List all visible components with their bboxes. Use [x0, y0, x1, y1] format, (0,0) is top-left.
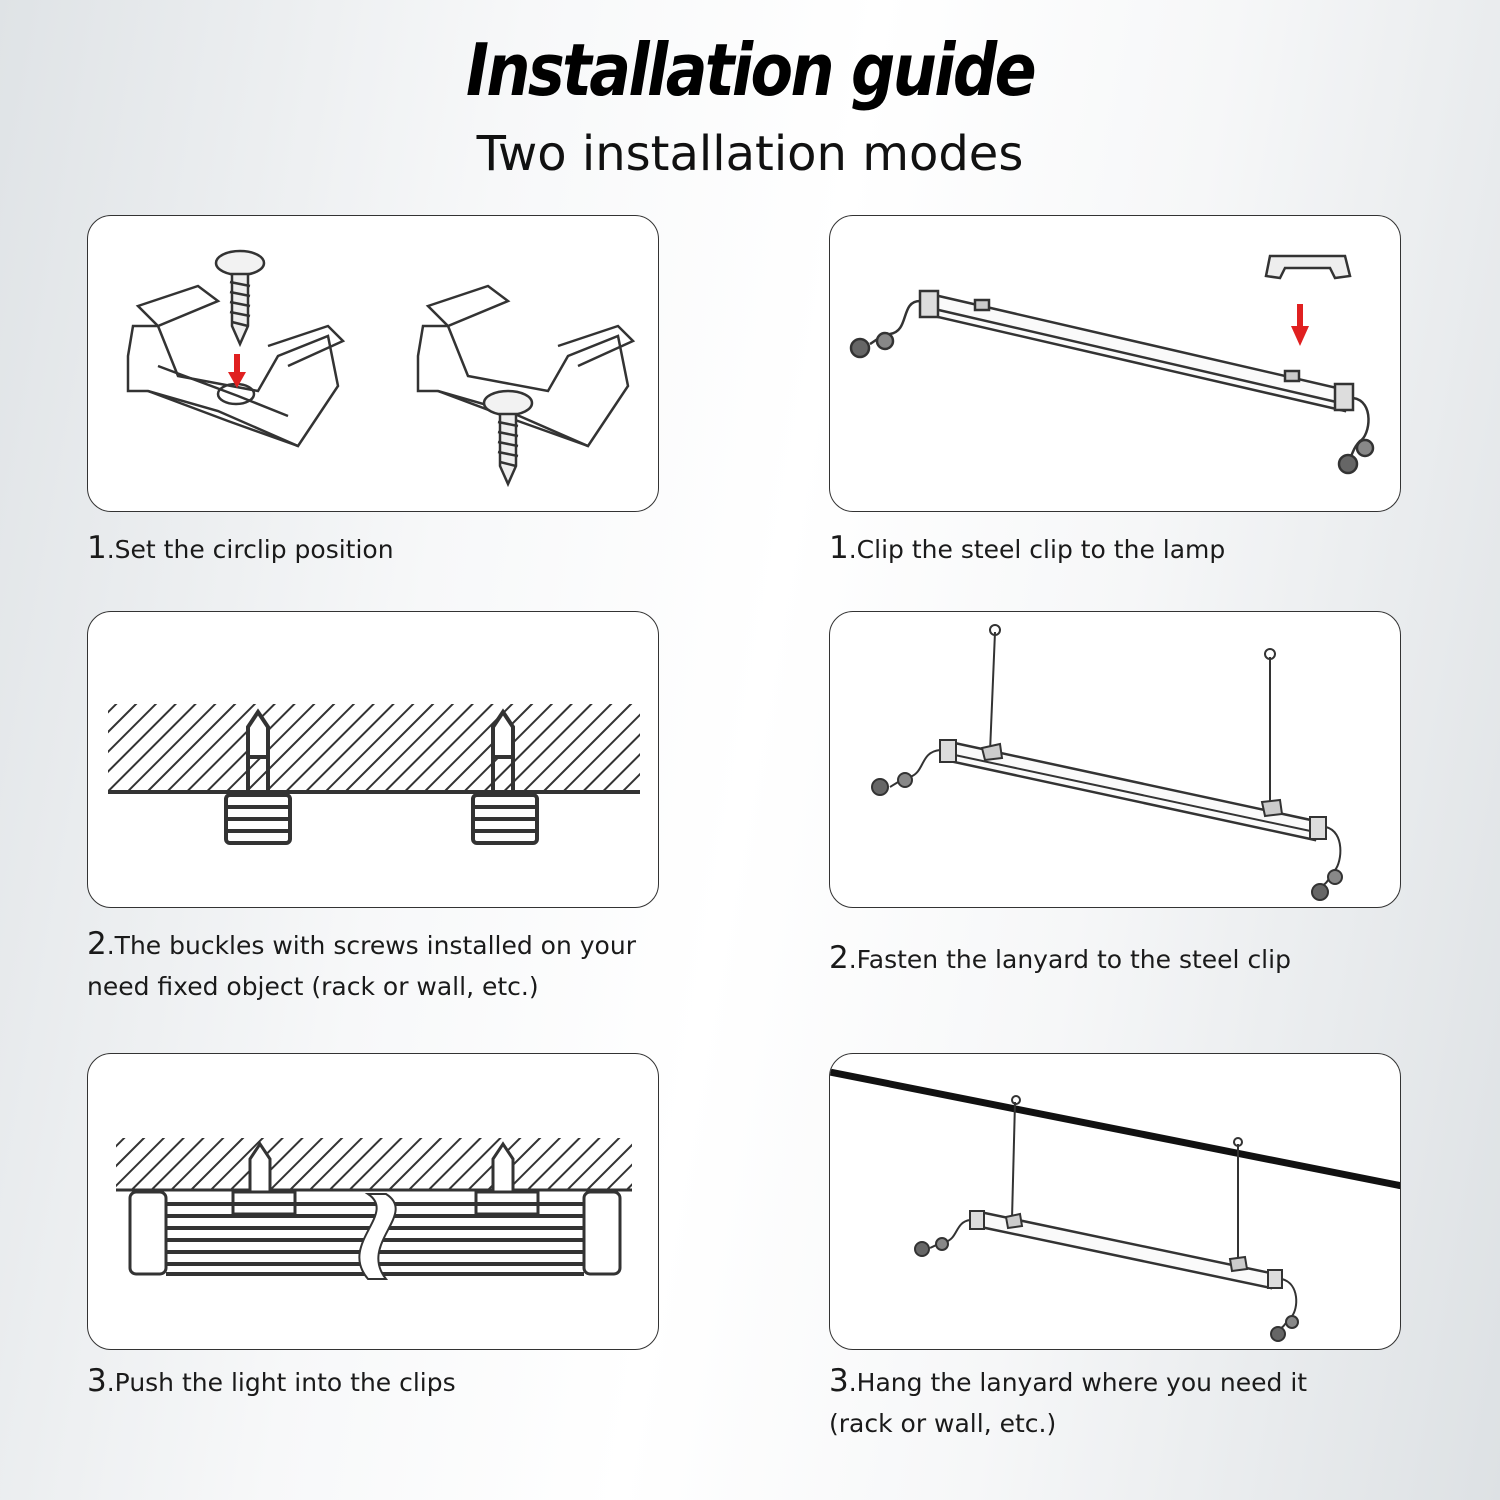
- circlip-position-illustration: [87, 215, 659, 512]
- step-number: 1: [87, 530, 107, 566]
- step-number: 1: [829, 530, 849, 566]
- left-step-1-caption: [87, 528, 687, 570]
- step-text: .Fasten the lanyard to the steel clip: [848, 945, 1291, 974]
- step-text: .Hang the lanyard where you need it (rack or wall, etc.): [829, 1368, 1308, 1438]
- steel-clip-lamp-illustration: [829, 215, 1401, 512]
- step-number: 3: [829, 1363, 849, 1399]
- left-step-3-caption: [87, 1361, 687, 1403]
- right-step-1-caption: [829, 528, 1429, 570]
- red-arrow-icon: [1291, 304, 1309, 346]
- lanyard-steel-clip-illustration: [829, 611, 1401, 908]
- step-number: 2: [829, 940, 849, 976]
- step-text: .Clip the steel clip to the lamp: [848, 535, 1226, 564]
- step-text: .Push the light into the clips: [106, 1368, 456, 1397]
- left-step-2-caption: [87, 924, 659, 1007]
- right-step-2-caption: [829, 938, 1429, 980]
- push-light-into-clips-illustration: [87, 1053, 659, 1350]
- right-step-3-caption: [829, 1361, 1349, 1444]
- step-number: 3: [87, 1363, 107, 1399]
- step-text: .The buckles with screws installed on your need fixed object (rack or wall, etc.): [87, 931, 636, 1001]
- page-title: Installation guide: [465, 28, 1035, 112]
- hang-lanyard-illustration: [829, 1053, 1401, 1350]
- red-arrow-icon: [228, 354, 246, 388]
- buckles-screws-illustration: [87, 611, 659, 908]
- page-subtitle: Two installation modes: [476, 126, 1024, 182]
- step-number: 2: [87, 926, 107, 962]
- step-text: .Set the circlip position: [106, 535, 394, 564]
